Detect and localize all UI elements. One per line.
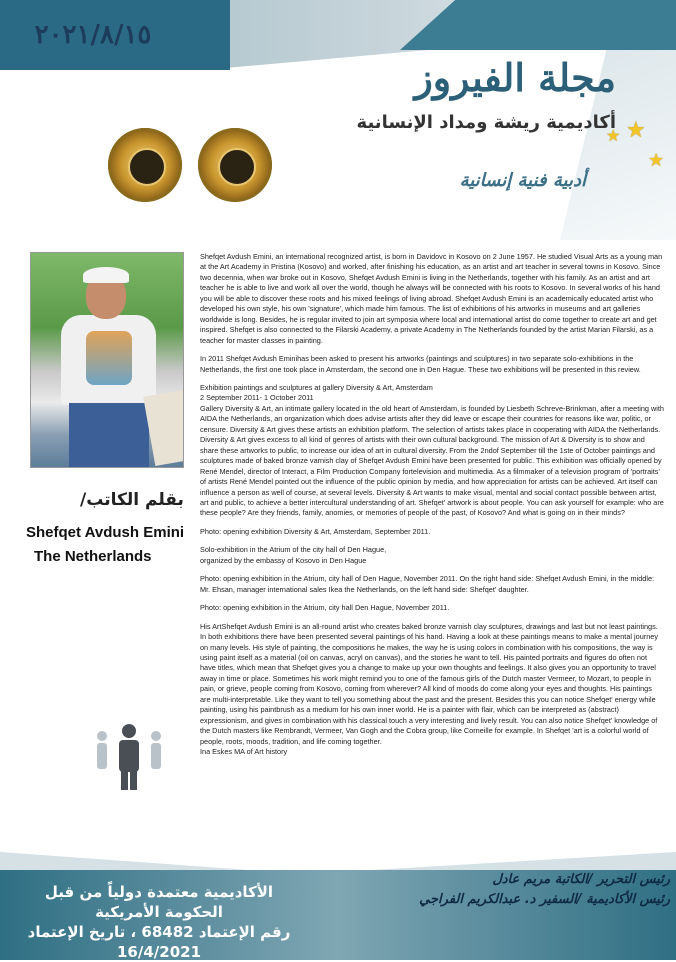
magazine-logo	[198, 128, 272, 202]
editors-credits	[390, 870, 670, 910]
star-icon: ★	[648, 150, 665, 171]
byline-label: بقلم الكاتب/	[80, 490, 184, 510]
article-paragraph: Exhibition paintings and sculptures at gallery Diversity & Art, Amsterdam 2 September 2011- 1 October 2011 Gallery Diversity & Art, an intimate gallery located in the old heart of Amsterdam, is founded by Liesbeth Schreve-Brinkman, after a meeting with AIDA the Netherlands, an organization which does advise artists after they did leave or escape their countries for reasons like war, politic, or censure. Diversity & Art gives these artists an exhibition platform. The selection of artists takes place in cooperating with AIDA the Netherlands. Diversity & Art gives excess to all kind of genres of artists with their own cultural background. The mission of Art & Diversity is to show and share these artworks to public, to increase our idea of art in cultural diversity. From the 2ndof September till the 1ste of October paintings and sculptures made of baked bronze varnish clay of Shefqet Avdush Emini have been presented for public. This exhibition was officially opened by René Mendel, director of Interact, a Film Production Company fortelevision and multimedia. As a filmmaker of a television program of 'portraits' of artists René Mendel pointed out the influence of the public opinion by media, and how appreciation for artists can be achieved. Art itself can influence a person as well of course, at several levels. Diversity & Art wants to make visual, mental and social contact possible between artist, art and public, to achieve a better intercultural understanding of art. Shefqet' artwork is about people. You can ask yourself for example: who are these people? Are they friends, family, anomies, or memories of people of the past, of Kosovo? And what is going on in their minds?	[200, 382, 664, 518]
tagline: أدبية فنية إنسانية	[459, 170, 586, 191]
academy-logo	[108, 128, 182, 202]
academy-president: رئيس الأكاديمية /السفير د. عبدالكريم الفراجي	[419, 892, 670, 907]
author-name: Shefqet Avdush Emini	[26, 524, 185, 541]
star-icon: ★	[626, 118, 646, 143]
people-icon	[90, 722, 170, 792]
accreditation-number: رقم الإعتماد 68482 ، تاريخ الإعتماد 16/4/2021	[27, 923, 291, 961]
photo-caption: Photo: opening exhibition in the Atrium, city hall of Den Hague, November 2011. On the right hand side: Shefqet Avdush Emini, in the middle: Mr. Ehsan, manager international sales Ikea the Netherlands, on the left hand side: Shefqet' daughter.	[200, 574, 655, 594]
photo-caption: Photo: opening exhibition in the Atrium, city hall Den Hague, November 2011.	[200, 603, 450, 613]
accreditation-line: الأكاديمية معتمدة دولياً من قبل الحكومة الأمريكية	[44, 883, 274, 921]
author-photo	[30, 252, 184, 468]
article-paragraph: Solo-exhibition in the Atrium of the city hall of Den Hague, organized by the embassy of Kosovo in Den Hague	[200, 545, 387, 565]
article-paragraph: In 2011 Shefqet Avdush Eminihas been asked to present his artworks (paintings and sculptures) in two separate solo-exhibitions in the Netherlands, the first one took place in Amsterdam, the second one in Den Hague. These two exhibitions will be presented in this review.	[200, 354, 641, 374]
issue-date: ٢٠٢١/٨/١٥	[34, 20, 152, 50]
magazine-title: مجلة الفيروز	[414, 55, 616, 100]
article-body	[200, 252, 664, 765]
photo-caption: Photo: opening exhibition Diversity & Art, Amsterdam, September 2011.	[200, 526, 431, 536]
article-paragraph: His ArtShefqet Avdush Emini is an all-round artist who creates baked bronze varnish clay sculptures, drawings and last but not least paintings. In both exhibitions there have been presented several paintings of his hand. Having a look at these paintings means to make a mental journey on many levels. His style of painting, the compositions he makes, the way he is using colors in combination with his compositions, the way is using paint itself as a material (oil on canvas, acryl on canvas), and the stories he want to tell. His painted portraits and figures do often not have titles, which mean that Shefqet gives you a change to make up your own thoughts and feelings. It also gives you an opportunity to travel away in time or place. Sometimes his work might remind you to one of the famous girls of the Dutch master Vermeer, to Mozart, to people in pain, or grieve, people coming from Kosovo, coming from wherever? All kind of moods do come along your eyes and thoughts. His paintings are multi-interpretable. Like they want to tell you something about the past and the present. Besides this you can notice Shefqet' energy while painting, using his paintbrush as a medium for his own inner world. He is a painter with flair, which can be interpreted as (abstract) expressionism, and gives in combination with his classical touch a very interesting and lively result. You can also notice Shefqet' knowledge of the Dutch masters like Rembrandt, Vermeer, Van Gogh and the Cobra group, like Corneille for example. In Shefqet 'art is a colorful world of people, roots, moods, tradition, and life coming together. Ina Eskes MA of Art history	[200, 621, 658, 757]
star-icon: ★	[606, 126, 621, 145]
author-country: The Netherlands	[34, 548, 152, 565]
academy-name: أكاديمية ريشة ومداد الإنسانية	[356, 112, 616, 133]
article-paragraph: Shefqet Avdush Emini, an international recognized artist, is born in Davidovc in Kosovo on 2 June 1957. He studied Visual Arts as a young man at the Art Academy in Pristina (Kosovo) and worked, after finishing his education, as an artist and art teacher in several towns in Kosovo. Since two decennia, when war broke out in Kosovo, Shefqet Avdush Emini is living in the Netherlands, together with his family. As an artist and art teacher he is able to live and work all over the world, though he always will be connected with his roots to Kosovo. In several works of his hand you will be able to discover these roots and his mixed feelings of living abroad. Shefqet Avdush Emini is an academically educated artist who developed his own style, his own 'signature', which made him famous. The list of exhibitions of his artworks in museums and art galleries worldwide is long. Besides, he is regular invited to join art symposia where local and international artist do come together to create art and get inspired. Shefqet is also connected to the Filarski Academy, a private Academy in The Netherlands founded by the artist Marian Filarski, as a teacher for master classes in painting.	[200, 252, 663, 345]
accreditation-notice	[14, 882, 304, 962]
editor-in-chief: رئيس التحرير /الكاتبة مريم عادل	[492, 872, 670, 887]
